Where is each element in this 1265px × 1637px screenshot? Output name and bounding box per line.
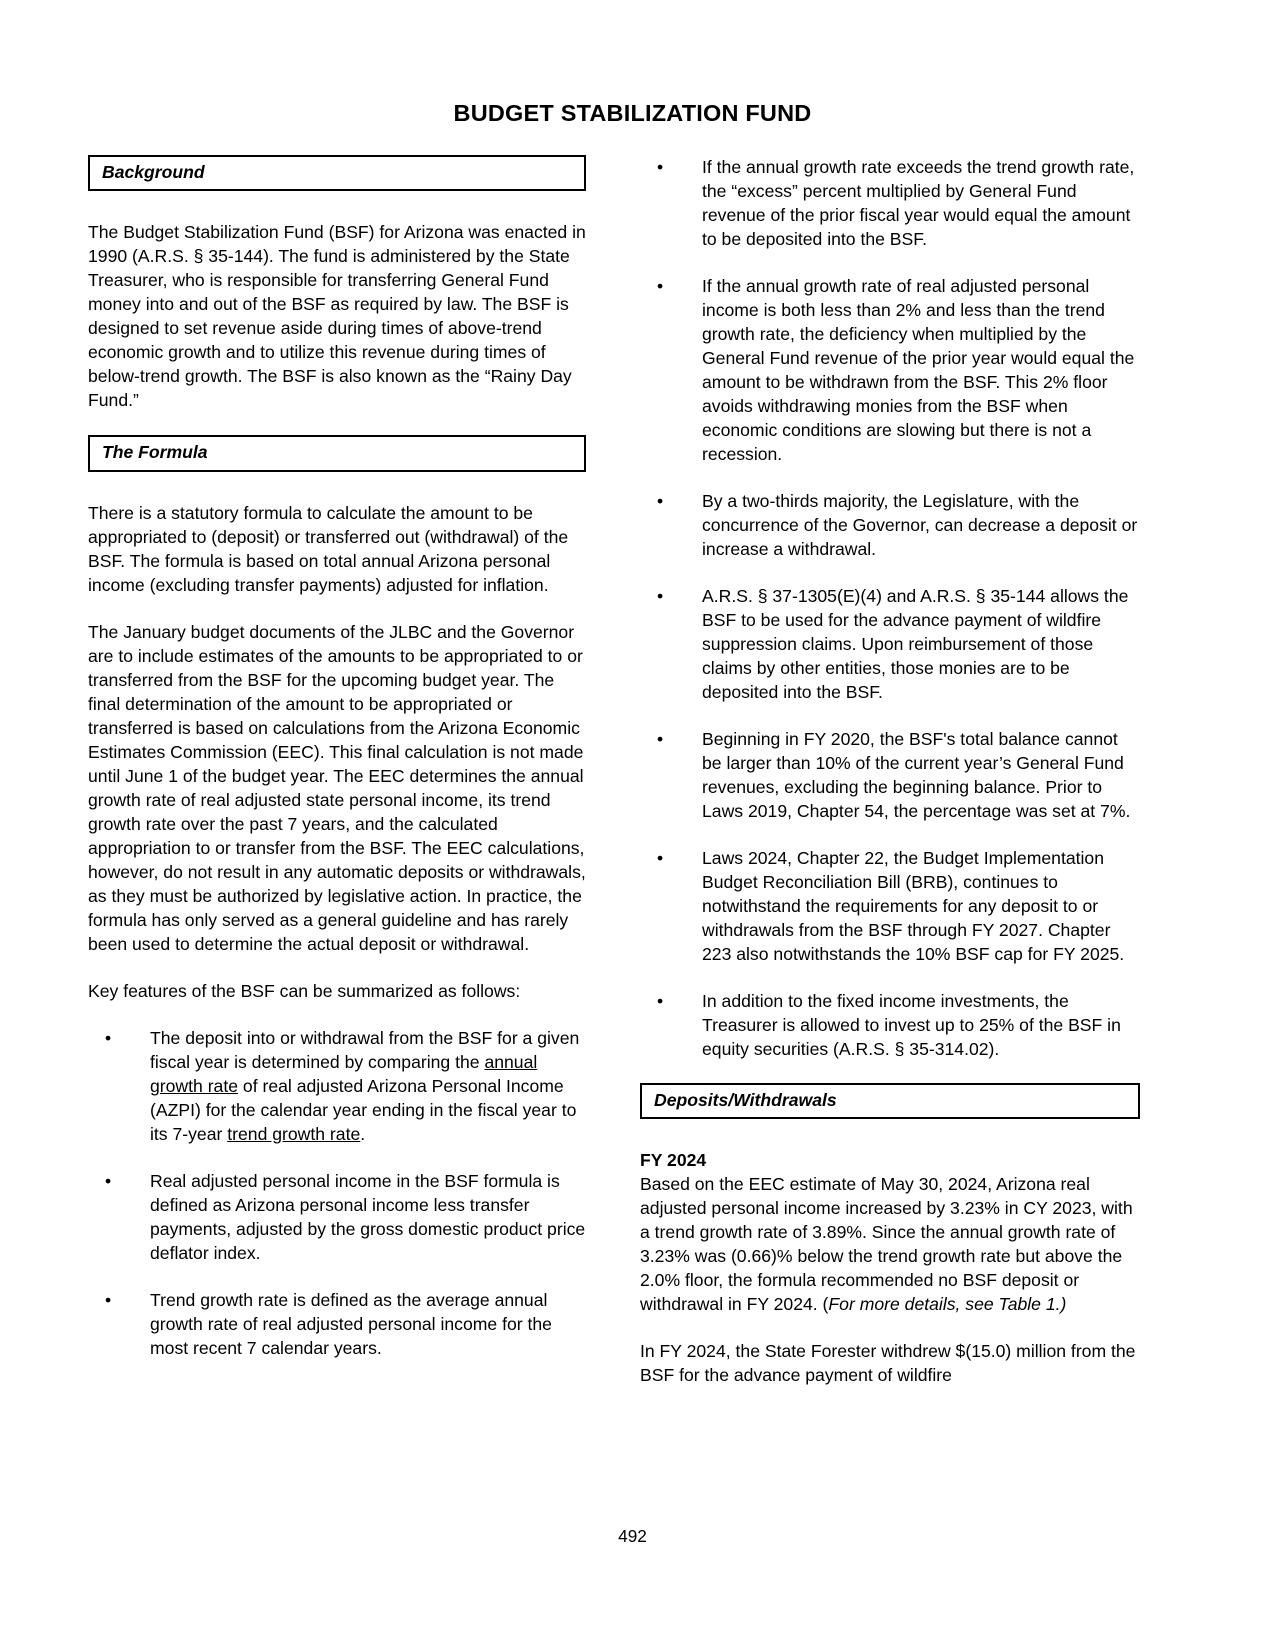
- list-item: [640, 727, 1140, 823]
- bullet-icon: •: [105, 1170, 112, 1191]
- bullet-icon: •: [657, 729, 664, 749]
- bullet-icon: •: [105, 1289, 112, 1310]
- background-paragraph-1: The Budget Stabilization Fund (BSF) for Arizona was enacted in 1990 (A.R.S. § 35-144). The fund is administered by the State Treasurer, who is responsible for transferring General Fund money into and out of the BSF as required by law. The BSF is designed to set revenue aside during times of above-trend economic growth and to utilize this revenue during times of below-trend growth. The BSF is also known as the “Rainy Day Fund.”: [88, 222, 586, 411]
- list-item-text: By a two-thirds majority, the Legislature, with the concurrence of the Governor, can decrease a deposit or increase a withdrawal.: [702, 491, 1138, 559]
- bullet-icon: •: [657, 586, 664, 606]
- formula-paragraph-2: The January budget documents of the JLBC and the Governor are to include estimates of the amounts to be appropriated to or transferred from the BSF for the upcoming budget year. The final determination of the amount to be appropriated or transferred is based on calculations from the Arizona Economic Estimates Commission (EEC). This final calculation is not made until June 1 of the budget year. The EEC determines the annual growth rate of real adjusted state personal income, its trend growth rate over the past 7 years, and the calculated appropriation to or transfer from the BSF. The EEC calculations, however, do not result in any automatic deposits or withdrawals, as they must be authorized by legislative action. In practice, the formula has only served as a general guideline and has rarely been used to determine the actual deposit or withdrawal.: [88, 621, 586, 954]
- left-column: [88, 155, 586, 1387]
- text-run: Trend growth rate is defined as the average annual growth rate of real adjusted personal income for the most recent 7 calendar years.: [150, 1289, 552, 1358]
- spacer: [640, 1119, 1140, 1148]
- section-heading-the-formula: The Formula: [88, 435, 586, 471]
- deposits-paragraph-1-plain: Based on the EEC estimate of May 30, 2024, Arizona real adjusted personal income increased by 3.23% in CY 2023, with a trend growth rate of 3.89%. Since the annual growth rate of 3.23% was (0.66)% below the trend growth rate but above the 2.0% floor, the formula recommended no BSF deposit or withdrawal in FY 2024. (: [640, 1174, 1133, 1315]
- list-item-text: Laws 2024, Chapter 22, the Budget Implementation Budget Reconciliation Bill (BRB), continues to notwithstand the requirements for any deposit to or withdrawals from the BSF through FY 2027. Chapter 223 also notwithstands the 10% BSF cap for FY 2025.: [702, 848, 1125, 964]
- formula-paragraph-1: There is a statutory formula to calculate the amount to be appropriated to (deposit) or transferred out (withdrawal) of the BSF. The formula is based on total annual Arizona personal income (excluding transfer payments) adjusted for inflation.: [88, 502, 569, 595]
- list-item: [640, 274, 1140, 466]
- two-column-body: [88, 155, 1150, 1387]
- text-run: of real adjusted Arizona Personal Income (AZPI) for the calendar year ending in the fiscal year to its 7-year: [150, 1075, 577, 1144]
- list-item: [640, 489, 1140, 561]
- list-item-text: Beginning in FY 2020, the BSF's total balance cannot be larger than 10% of the current year’s General Fund revenues, excluding the beginning balance. Prior to Laws 2019, Chapter 54, the percentage was set at 7%.: [702, 729, 1131, 821]
- spacer: [88, 472, 586, 501]
- bullet-icon: •: [105, 1027, 112, 1048]
- bullet-icon: •: [657, 491, 664, 511]
- text-run: annual growth rate: [150, 1051, 538, 1096]
- bullet-icon: •: [657, 848, 664, 868]
- list-item-text: [150, 1171, 585, 1263]
- list-item-text: [150, 1028, 579, 1144]
- text-run: The deposit into or withdrawal from the BSF for a given fiscal year is determined by comparing the: [150, 1027, 580, 1072]
- list-item: [88, 1288, 586, 1360]
- deposits-paragraph-1: [640, 1172, 1140, 1316]
- list-item-text: In addition to the fixed income investments, the Treasurer is allowed to invest up to 25% of the BSF in equity securities (A.R.S. § 35-314.02).: [702, 991, 1121, 1059]
- deposits-paragraph-2: In FY 2024, the State Forester withdrew $(15.0) million from the BSF for the advance payment of wildfire: [640, 1341, 1136, 1386]
- text-run: trend growth rate: [227, 1123, 361, 1144]
- fy-subheading: FY 2024: [640, 1150, 707, 1171]
- list-item-text: A.R.S. § 37-1305(E)(4) and A.R.S. § 35-144 allows the BSF to be used for the advance payment of wildfire suppression claims. Upon reimbursement of those claims by other entities, those monies are to be deposited into the BSF.: [702, 586, 1129, 702]
- bullet-icon: •: [657, 991, 664, 1011]
- bullet-icon: •: [657, 276, 664, 296]
- list-item: [640, 989, 1140, 1061]
- list-item: [640, 584, 1140, 704]
- spacer: [640, 1061, 1140, 1083]
- section-heading-deposits-withdrawals: Deposits/Withdrawals: [640, 1083, 1140, 1119]
- list-item: [88, 1026, 586, 1146]
- deposits-paragraph-1-italic: For more details, see Table 1.): [828, 1294, 1067, 1315]
- list-item-text: [150, 1290, 552, 1358]
- list-item: [88, 1169, 586, 1265]
- text-run: Real adjusted personal income in the BSF formula is defined as Arizona personal income less transfer payments, adjusted by the gross domestic product price deflator index.: [150, 1170, 586, 1263]
- bullet-icon: •: [657, 157, 664, 177]
- list-item-text: If the annual growth rate exceeds the trend growth rate, the “excess” percent multiplied by General Fund revenue of the prior fiscal year would equal the amount to be deposited into the BSF.: [702, 157, 1135, 249]
- list-item: [640, 846, 1140, 966]
- right-column: [640, 155, 1140, 1387]
- page-title: BUDGET STABILIZATION FUND: [453, 100, 812, 126]
- list-item-text: If the annual growth rate of real adjusted personal income is both less than 2% and less than the trend growth rate, the deficiency when multiplied by the General Fund revenue of the prior year would equal the amount to be withdrawn from the BSF. This 2% floor avoids withdrawing monies from the BSF when economic conditions are slowing but there is not a recession.: [702, 276, 1135, 464]
- spacer: [88, 191, 586, 220]
- key-features-bullet-list: [640, 155, 1140, 1061]
- formula-bullet-list: [88, 1026, 586, 1360]
- section-heading-background: Background: [88, 155, 586, 191]
- page-number: 492: [618, 1526, 647, 1546]
- formula-paragraph-3: Key features of the BSF can be summarized as follows:: [88, 980, 521, 1001]
- text-run: .: [360, 1123, 366, 1144]
- list-item: [640, 155, 1140, 251]
